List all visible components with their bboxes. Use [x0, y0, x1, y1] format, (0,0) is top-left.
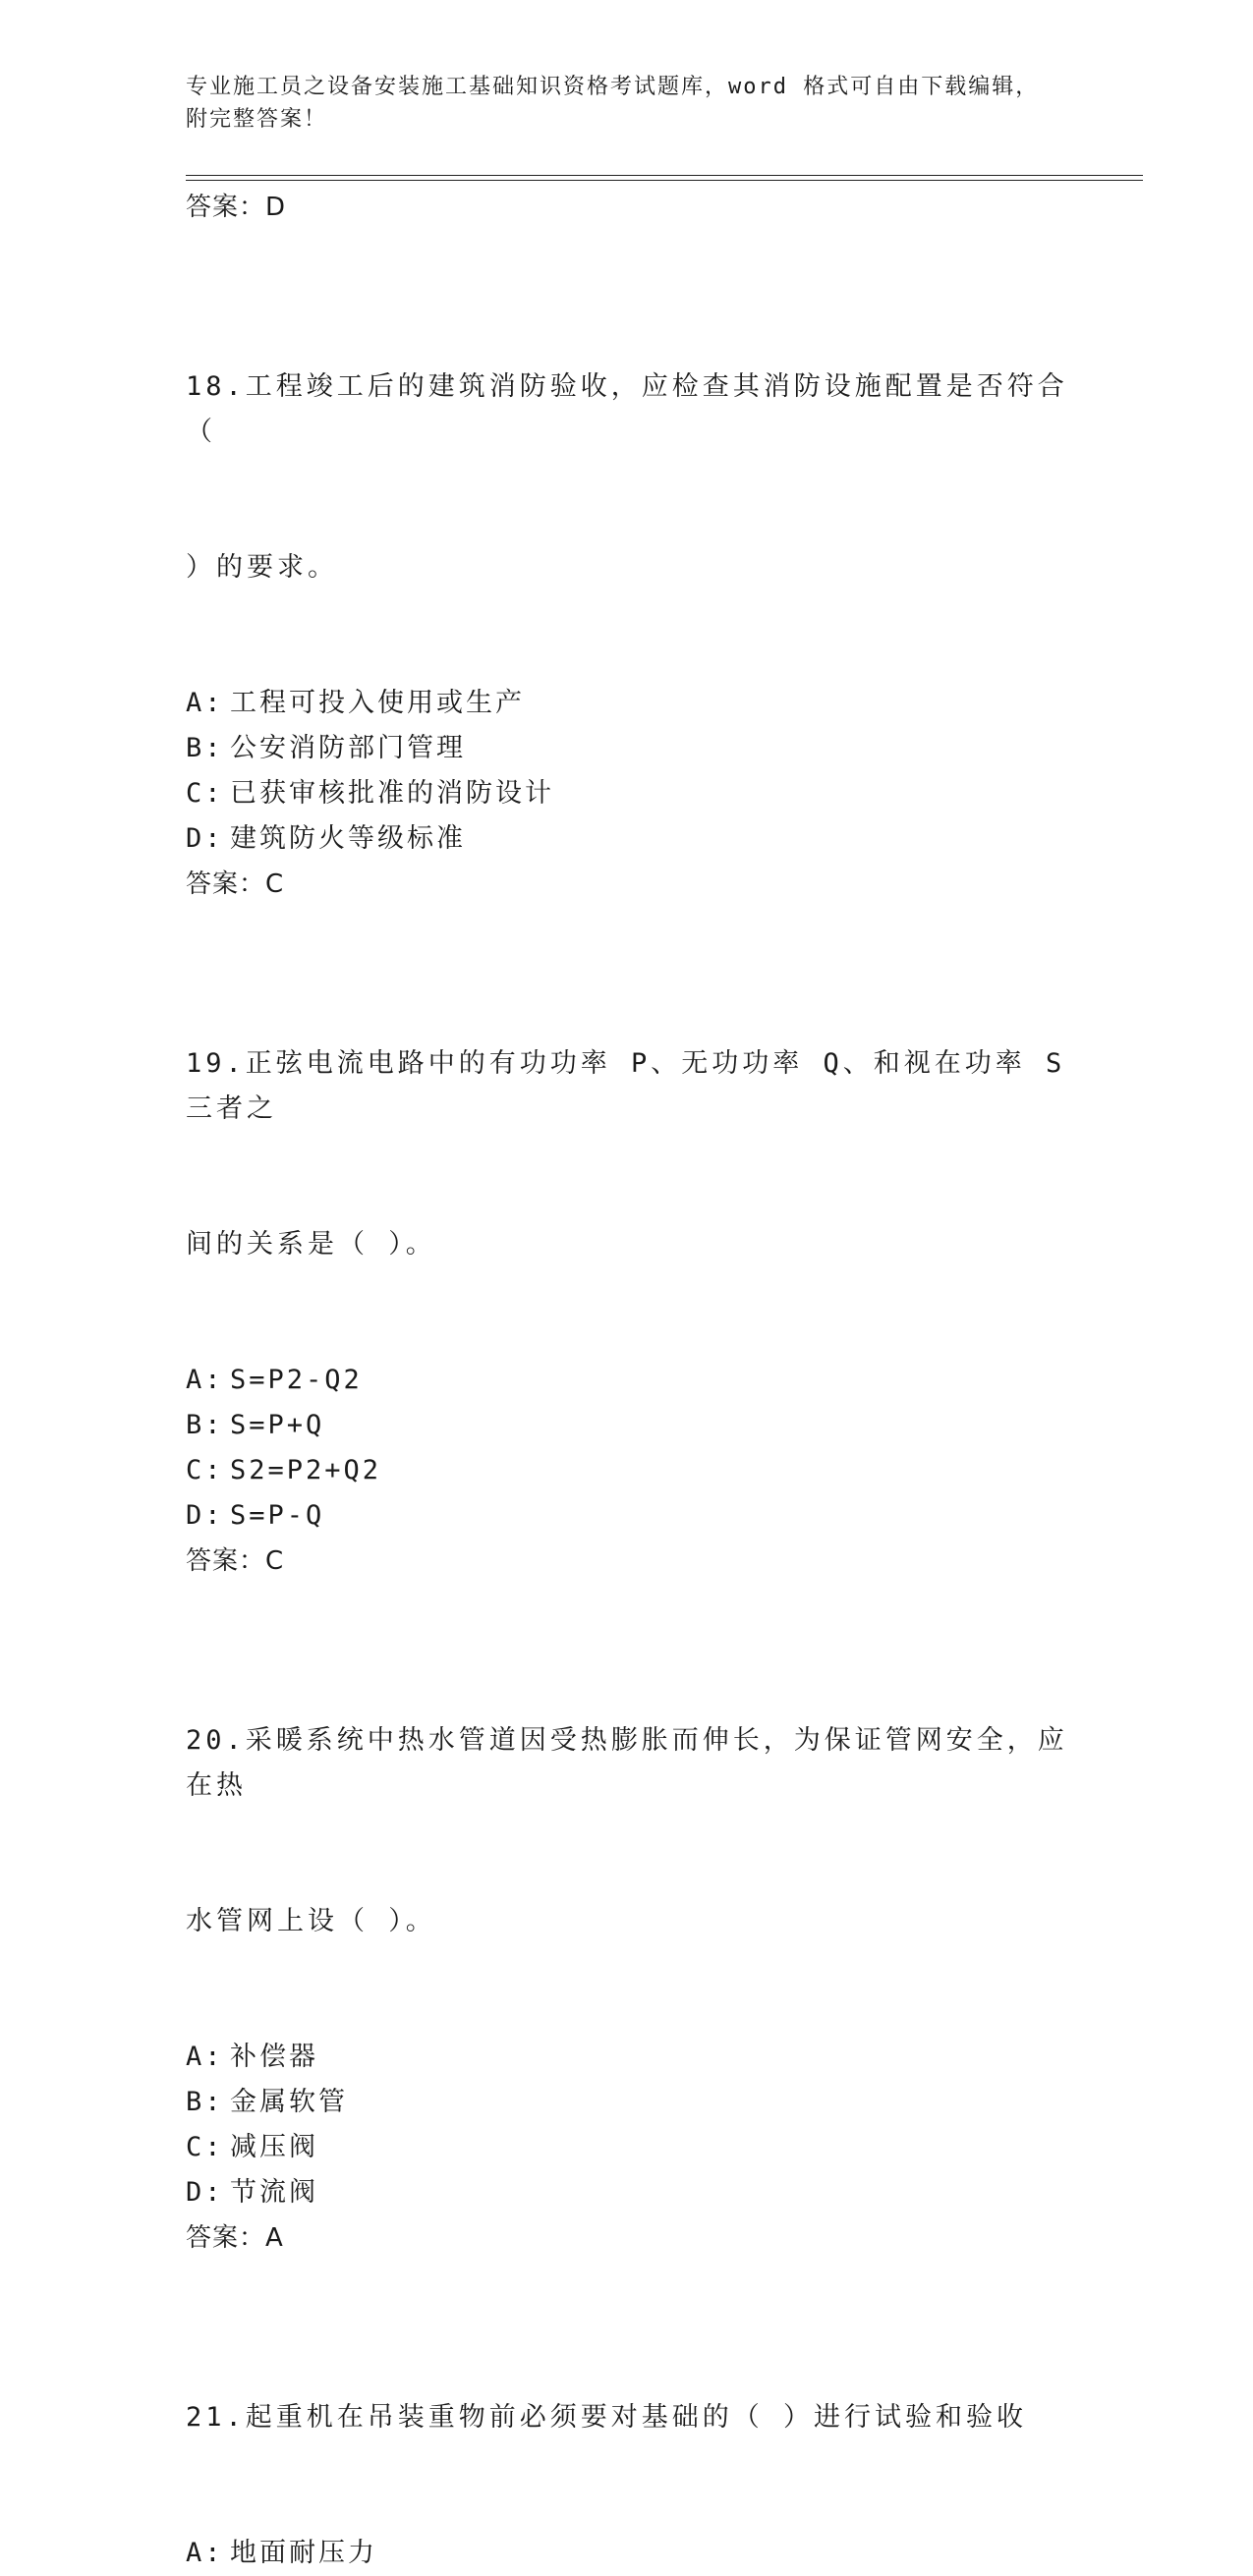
option-letter: A:	[186, 1365, 224, 1395]
question-19	[186, 951, 1086, 1584]
option-a	[186, 1358, 1070, 1403]
question-stem-line-2: 水管网上设（ ）。	[186, 1906, 436, 1936]
question-stem-line-1: 19.正弦电流电路中的有功功率 P、无功功率 Q、和视在功率 S 三者之	[186, 1048, 1086, 1124]
option-letter: D:	[186, 2177, 224, 2208]
header-title-line-2: 附完整答案！	[186, 107, 328, 132]
option-b	[186, 726, 1070, 771]
answer-label: 答案：C	[186, 869, 285, 899]
option-d	[186, 816, 1070, 862]
question-stem-line-1: 18.工程竣工后的建筑消防验收，应检查其消防设施配置是否符合（	[186, 371, 1068, 447]
header-title-line-1: 专业施工员之设备安装施工基础知识资格考试题库，word 格式可自由下载编辑，	[186, 75, 1040, 99]
option-c	[186, 1448, 1070, 1493]
option-text: 建筑防火等级标准	[230, 823, 466, 854]
option-c	[186, 771, 1070, 816]
option-letter: D:	[186, 823, 224, 854]
question-18	[186, 274, 1070, 907]
question-stem	[186, 951, 1086, 1358]
question-stem-line-1: 21.起重机在吊装重物前必须要对基础的（ ）进行试验和验收	[186, 2402, 1028, 2433]
option-b	[186, 1403, 1070, 1448]
question-stem-line-2: 间的关系是（ ）。	[186, 1229, 436, 1260]
option-text: 金属软管	[230, 2087, 348, 2117]
header-divider-second	[186, 180, 1143, 181]
option-letter: A:	[186, 2042, 224, 2072]
option-a	[186, 2531, 1070, 2576]
option-text: 补偿器	[230, 2042, 318, 2072]
option-letter: C:	[186, 1455, 224, 1485]
option-text: S2=P2+Q2	[230, 1455, 382, 1485]
option-text: 地面耐压力	[230, 2538, 377, 2568]
option-letter: C:	[186, 2132, 224, 2162]
question-20	[186, 1628, 1070, 2261]
option-text: 已获审核批准的消防设计	[230, 778, 554, 809]
option-d	[186, 1493, 1070, 1539]
question-stem-line-2: ）的要求。	[186, 552, 338, 583]
option-text: 减压阀	[230, 2132, 318, 2162]
header-divider	[186, 175, 1143, 176]
option-text: S=P-Q	[230, 1500, 325, 1531]
option-letter: A:	[186, 688, 224, 718]
question-21	[186, 2305, 1070, 2576]
option-b	[186, 2080, 1070, 2125]
option-text: 节流阀	[230, 2177, 318, 2208]
option-text: S=P2-Q2	[230, 1365, 363, 1395]
option-d	[186, 2170, 1070, 2215]
document-header	[186, 71, 1070, 136]
option-text: 公安消防部门管理	[230, 733, 466, 763]
option-letter: A:	[186, 2538, 224, 2568]
answer-label: 答案：D	[186, 193, 287, 222]
answer-label: 答案：A	[186, 2223, 284, 2253]
option-c	[186, 2125, 1070, 2170]
document-body	[186, 185, 1086, 2576]
option-a	[186, 2035, 1070, 2080]
question-stem	[186, 2305, 1070, 2531]
option-letter: B:	[186, 2087, 224, 2117]
option-letter: B:	[186, 1410, 224, 1440]
answer-label: 答案：C	[186, 1546, 285, 1576]
option-a	[186, 681, 1070, 726]
option-text: 工程可投入使用或生产	[230, 688, 525, 718]
option-text: S=P+Q	[230, 1410, 325, 1440]
question-stem-line-1: 20.采暖系统中热水管道因受热膨胀而伸长，为保证管网安全，应在热	[186, 1725, 1068, 1801]
option-letter: B:	[186, 733, 224, 763]
option-letter: D:	[186, 1500, 224, 1531]
question-stem	[186, 274, 1070, 681]
option-letter: C:	[186, 778, 224, 809]
question-stem	[186, 1628, 1070, 2035]
